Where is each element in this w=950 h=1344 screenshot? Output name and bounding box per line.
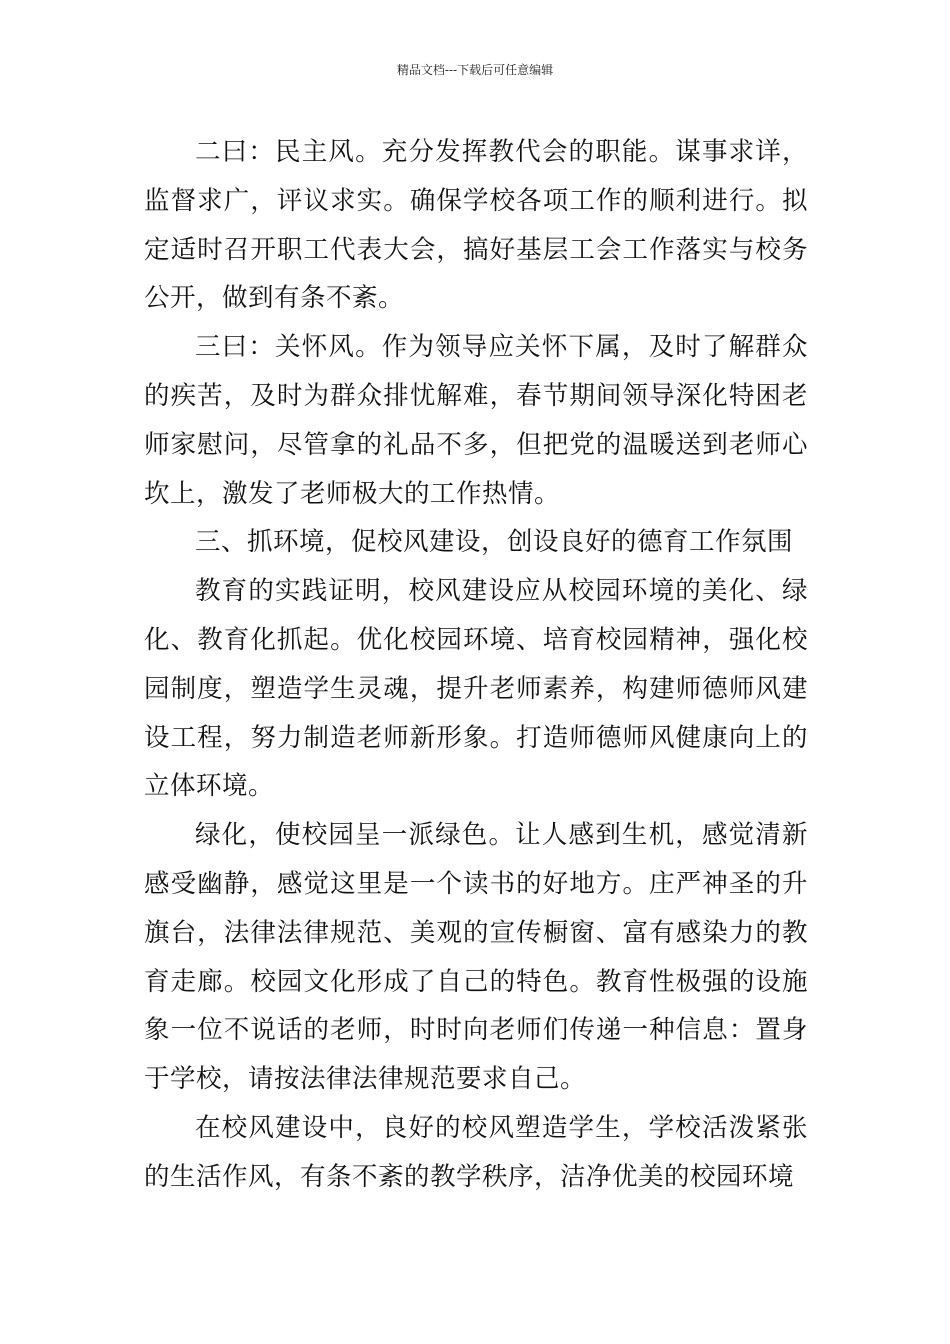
document-body xyxy=(144,128,808,1202)
paragraph-democracy: 二曰：民主风。充分发挥教代会的职能。谋事求详，监督求广，评议求实。确保学校各项工作的顺利进行。拟定适时召开职工代表大会，搞好基层工会工作落实与校务公开，做到有条不紊。 xyxy=(144,137,808,314)
section-heading-environment: 三、抓环境，促校风建设，创设良好的德育工作氛围 xyxy=(195,527,794,558)
paragraph-school-spirit: 在校风建设中，良好的校风塑造学生，学校活泼紧张的生活作风，有条不紊的教学秩序，洁净优美的校园环境 xyxy=(144,1112,808,1192)
paragraph-greening: 绿化，使校园呈一派绿色。让人感到生机，感觉清新感受幽静，感觉这里是一个读书的好地方。庄严神圣的升旗台，法律法律规范、美观的宣传橱窗、富有感染力的教育走廊。校园文化形成了自己的特色。教育性极强的设施象一位不说话的老师，时时向老师们传递一种信息：置身于学校，请按法律法律规范要求自己。 xyxy=(144,820,808,1095)
page-header: 精品文档---下载后可任意编辑 xyxy=(396,63,554,77)
paragraph-care: 三曰：关怀风。作为领导应关怀下属，及时了解群众的疾苦，及时为群众排忧解难，春节期间领导深化特困老师家慰问，尽管拿的礼品不多，但把党的温暖送到老师心坎上，激发了老师极大的工作热情。 xyxy=(144,332,808,509)
paragraph-practice: 教育的实践证明，校风建设应从校园环境的美化、绿化、教育化抓起。优化校园环境、培育校园精神，强化校园制度，塑造学生灵魂，提升老师素养，构建师德师风建设工程，努力制造老师新形象。打造师德师风健康向上的立体环境。 xyxy=(144,576,808,802)
